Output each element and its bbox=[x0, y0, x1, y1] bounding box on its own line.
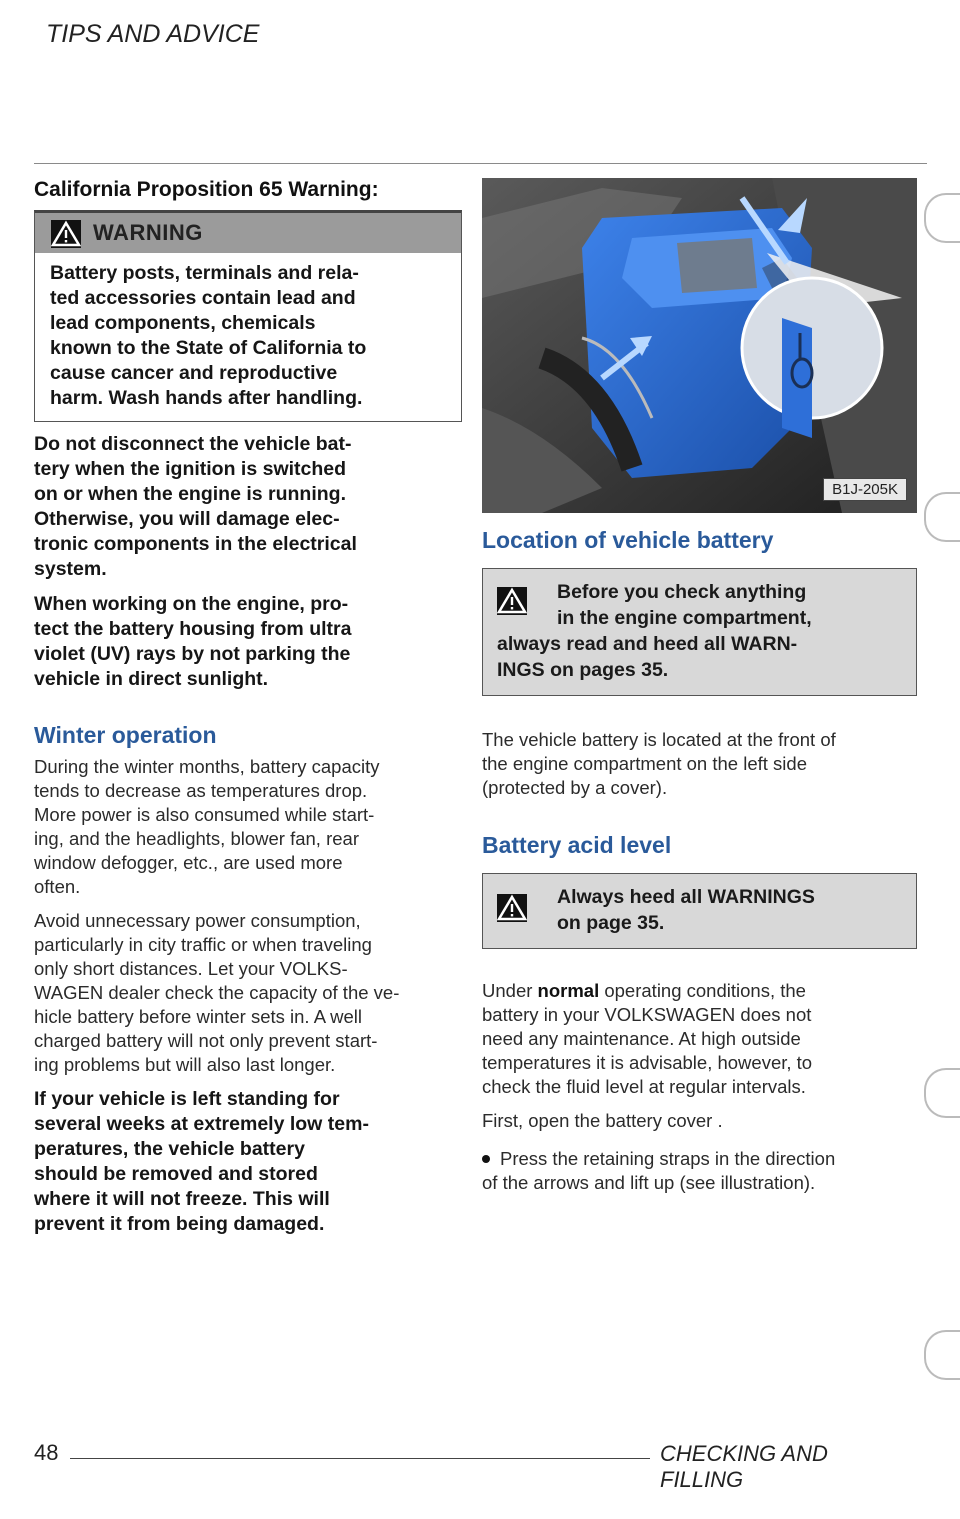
left-column bbox=[34, 178, 462, 1237]
text-line: ing problems but will also last longer. bbox=[34, 1054, 336, 1075]
text-line: window defogger, etc., are used more bbox=[34, 852, 343, 873]
box-line: Always heed all WARNINGS bbox=[557, 886, 815, 908]
winter-heading: Winter operation bbox=[34, 722, 217, 748]
text-line: The vehicle battery is located at the front of bbox=[482, 729, 836, 750]
right-column bbox=[482, 178, 917, 1195]
text-line: tery when the ignition is switched bbox=[34, 458, 347, 480]
warning-triangle-icon bbox=[497, 894, 527, 922]
text-fragment: operating conditions, the bbox=[604, 980, 806, 1001]
warning-triangle-icon bbox=[51, 220, 81, 248]
text-line: Do not disconnect the vehicle bat- bbox=[34, 433, 352, 455]
text-line: vehicle in direct sunlight. bbox=[34, 668, 269, 690]
box-line: INGS on pages 35. bbox=[497, 659, 669, 681]
warning-title: WARNING bbox=[93, 220, 203, 245]
acid-para bbox=[482, 979, 917, 1099]
location-para bbox=[482, 728, 917, 800]
text-line: peratures, the vehicle battery bbox=[34, 1138, 305, 1160]
text-line: the engine compartment on the left side bbox=[482, 753, 807, 774]
text-line: charged battery will not only prevent start- bbox=[34, 1030, 378, 1051]
prop65-heading: California Proposition 65 Warning: bbox=[34, 178, 379, 201]
box-line: on page 35. bbox=[557, 912, 665, 934]
text-line bbox=[482, 979, 917, 1003]
text-line: system. bbox=[34, 558, 107, 580]
text-line: When working on the engine, pro- bbox=[34, 593, 349, 615]
text-fragment: Under bbox=[482, 980, 533, 1001]
box-line: Before you check anything bbox=[557, 581, 807, 603]
winter-para-1 bbox=[34, 755, 462, 899]
text-line: battery in your VOLKSWAGEN does not bbox=[482, 1004, 812, 1025]
winter-para-2 bbox=[34, 909, 462, 1077]
text-line: If your vehicle is left standing for bbox=[34, 1088, 340, 1110]
warning-line: harm. Wash hands after handling. bbox=[50, 387, 363, 409]
disconnect-caution bbox=[34, 432, 462, 582]
text-line: several weeks at extremely low tem- bbox=[34, 1113, 369, 1135]
bullet-icon bbox=[482, 1155, 490, 1163]
text-line: During the winter months, battery capacity bbox=[34, 756, 380, 777]
battery-photo bbox=[482, 178, 917, 513]
text-line: need any maintenance. At high outside bbox=[482, 1028, 801, 1049]
box-line: always read and heed all WARN- bbox=[497, 633, 798, 655]
edge-tab bbox=[924, 1068, 960, 1118]
text-line: particularly in city traffic or when traveling bbox=[34, 934, 372, 955]
page-footer bbox=[34, 1440, 914, 1492]
text-line: often. bbox=[34, 876, 81, 897]
uv-caution bbox=[34, 592, 462, 692]
location-warning-box bbox=[482, 568, 917, 696]
text-line: Avoid unnecessary power consumption, bbox=[34, 910, 361, 931]
box-line: in the engine compartment, bbox=[557, 607, 812, 629]
warning-line: ted accessories contain lead and bbox=[50, 287, 356, 309]
running-title: TIPS AND ADVICE bbox=[46, 20, 260, 48]
text-line: temperatures it is advisable, however, to bbox=[482, 1052, 813, 1073]
text-line: (protected by a cover). bbox=[482, 777, 668, 798]
text-line: of the arrows and lift up (see illustration). bbox=[482, 1172, 816, 1193]
warning-body bbox=[35, 253, 461, 421]
text-line: tronic components in the electrical bbox=[34, 533, 357, 555]
text-line: ing, and the headlights, blower fan, rear bbox=[34, 828, 359, 849]
text-line: prevent it from being damaged. bbox=[34, 1213, 325, 1235]
acid-heading: Battery acid level bbox=[482, 832, 672, 858]
battery-illustration bbox=[482, 178, 917, 513]
warning-line: known to the State of California to bbox=[50, 337, 367, 359]
text-line: hicle battery before winter sets in. A well bbox=[34, 1006, 363, 1027]
text-line: More power is also consumed while start- bbox=[34, 804, 375, 825]
section-title: CHECKING AND FILLING bbox=[660, 1441, 828, 1492]
acid-warning-box bbox=[482, 873, 917, 949]
text-line: should be removed and stored bbox=[34, 1163, 318, 1185]
prop65-warning-box bbox=[34, 210, 462, 422]
edge-tab bbox=[924, 492, 960, 542]
text-line: check the fluid level at regular intervals. bbox=[482, 1076, 806, 1097]
winter-storage-caution bbox=[34, 1087, 462, 1237]
emphasis-word: normal bbox=[537, 980, 600, 1001]
text-line: violet (UV) rays by not parking the bbox=[34, 643, 351, 665]
text-line: tect the battery housing from ultra bbox=[34, 618, 352, 640]
edge-tab bbox=[924, 193, 960, 243]
first-para: First, open the battery cover . bbox=[482, 1110, 723, 1131]
top-rule bbox=[34, 163, 927, 164]
text-fragment: Press the retaining straps in the direction bbox=[500, 1148, 836, 1169]
text-line: tends to decrease as temperatures drop. bbox=[34, 780, 368, 801]
edge-tab bbox=[924, 1330, 960, 1380]
bullet-para bbox=[482, 1147, 917, 1195]
page-number: 48 bbox=[34, 1440, 59, 1465]
photo-code-label: B1J-205K bbox=[823, 478, 907, 501]
text-line: WAGEN dealer check the capacity of the ve- bbox=[34, 982, 400, 1003]
text-line: Otherwise, you will damage elec- bbox=[34, 508, 340, 530]
warning-line: lead components, chemicals bbox=[50, 312, 316, 334]
warning-triangle-icon bbox=[497, 587, 527, 615]
location-heading: Location of vehicle battery bbox=[482, 527, 774, 553]
warning-line: Battery posts, terminals and rela- bbox=[50, 262, 359, 284]
text-line: on or when the engine is running. bbox=[34, 483, 346, 505]
warning-line: cause cancer and reproductive bbox=[50, 362, 338, 384]
text-line: only short distances. Let your VOLKS- bbox=[34, 958, 348, 979]
footer-rule bbox=[70, 1458, 650, 1459]
warning-title-bar bbox=[35, 213, 461, 253]
text-line bbox=[482, 1147, 917, 1171]
text-line: where it will not freeze. This will bbox=[34, 1188, 330, 1210]
